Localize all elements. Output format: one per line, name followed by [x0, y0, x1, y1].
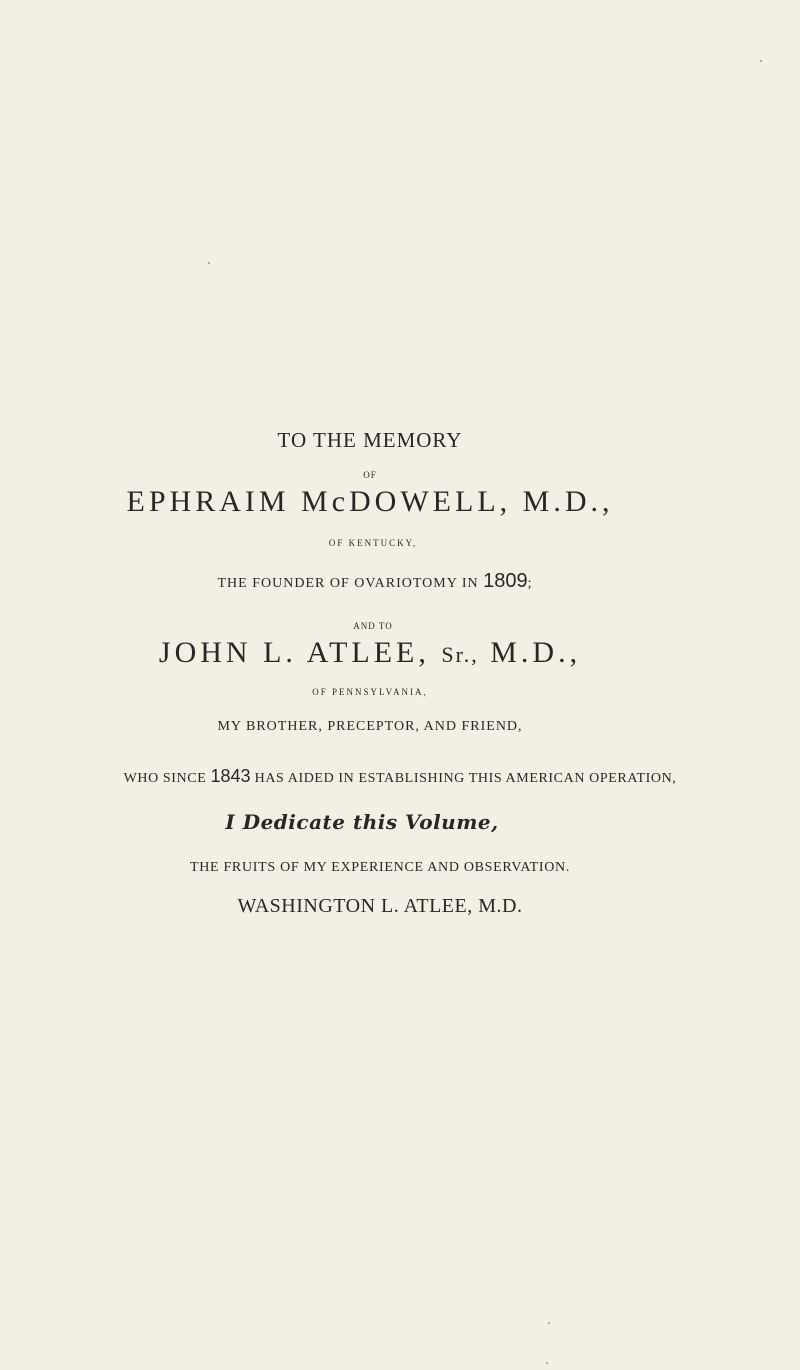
founder-line	[0, 570, 750, 593]
since-text-b: HAS AIDED IN ESTABLISHING THIS AMERICAN OPERATION,	[250, 771, 677, 786]
fruits-line: THE FRUITS OF MY EXPERIENCE AND OBSERVATION.	[189, 860, 571, 875]
founder-year: 1809	[483, 570, 528, 592]
of-kentucky-line: OF KENTUCKY,	[328, 538, 418, 548]
john-atlee-name-a: JOHN L. ATLEE,	[158, 636, 442, 669]
to-the-memory-line: TO THE MEMORY	[277, 428, 463, 452]
john-atlee-name	[0, 636, 740, 670]
paper-speck	[548, 1322, 550, 1324]
founder-punct: ;	[527, 576, 533, 591]
since-text-a: WHO SINCE	[123, 771, 211, 786]
paper-speck	[546, 1362, 548, 1364]
and-to-line: AND TO	[353, 621, 393, 631]
john-atlee-name-b: M.D.,	[478, 636, 582, 669]
paper-speck	[760, 60, 762, 62]
author-signature: WASHINGTON L. ATLEE, M.D.	[237, 895, 523, 917]
dedicate-volume-line: I Dedicate this Volume,	[225, 810, 499, 834]
paper-speck	[208, 262, 210, 264]
of-line: OF	[363, 470, 377, 480]
of-pennsylvania-line: OF PENNSYLVANIA,	[312, 687, 428, 697]
relation-line: MY BROTHER, PRECEPTOR, AND FRIEND,	[217, 719, 523, 734]
since-year: 1843	[210, 766, 251, 786]
john-atlee-suffix: Sr.,	[441, 642, 479, 667]
since-line	[0, 766, 800, 787]
ephraim-mcdowell-name: EPHRAIM McDOWELL, M.D.,	[126, 485, 614, 518]
founder-text: THE FOUNDER OF OVARIOTOMY IN	[217, 576, 484, 591]
